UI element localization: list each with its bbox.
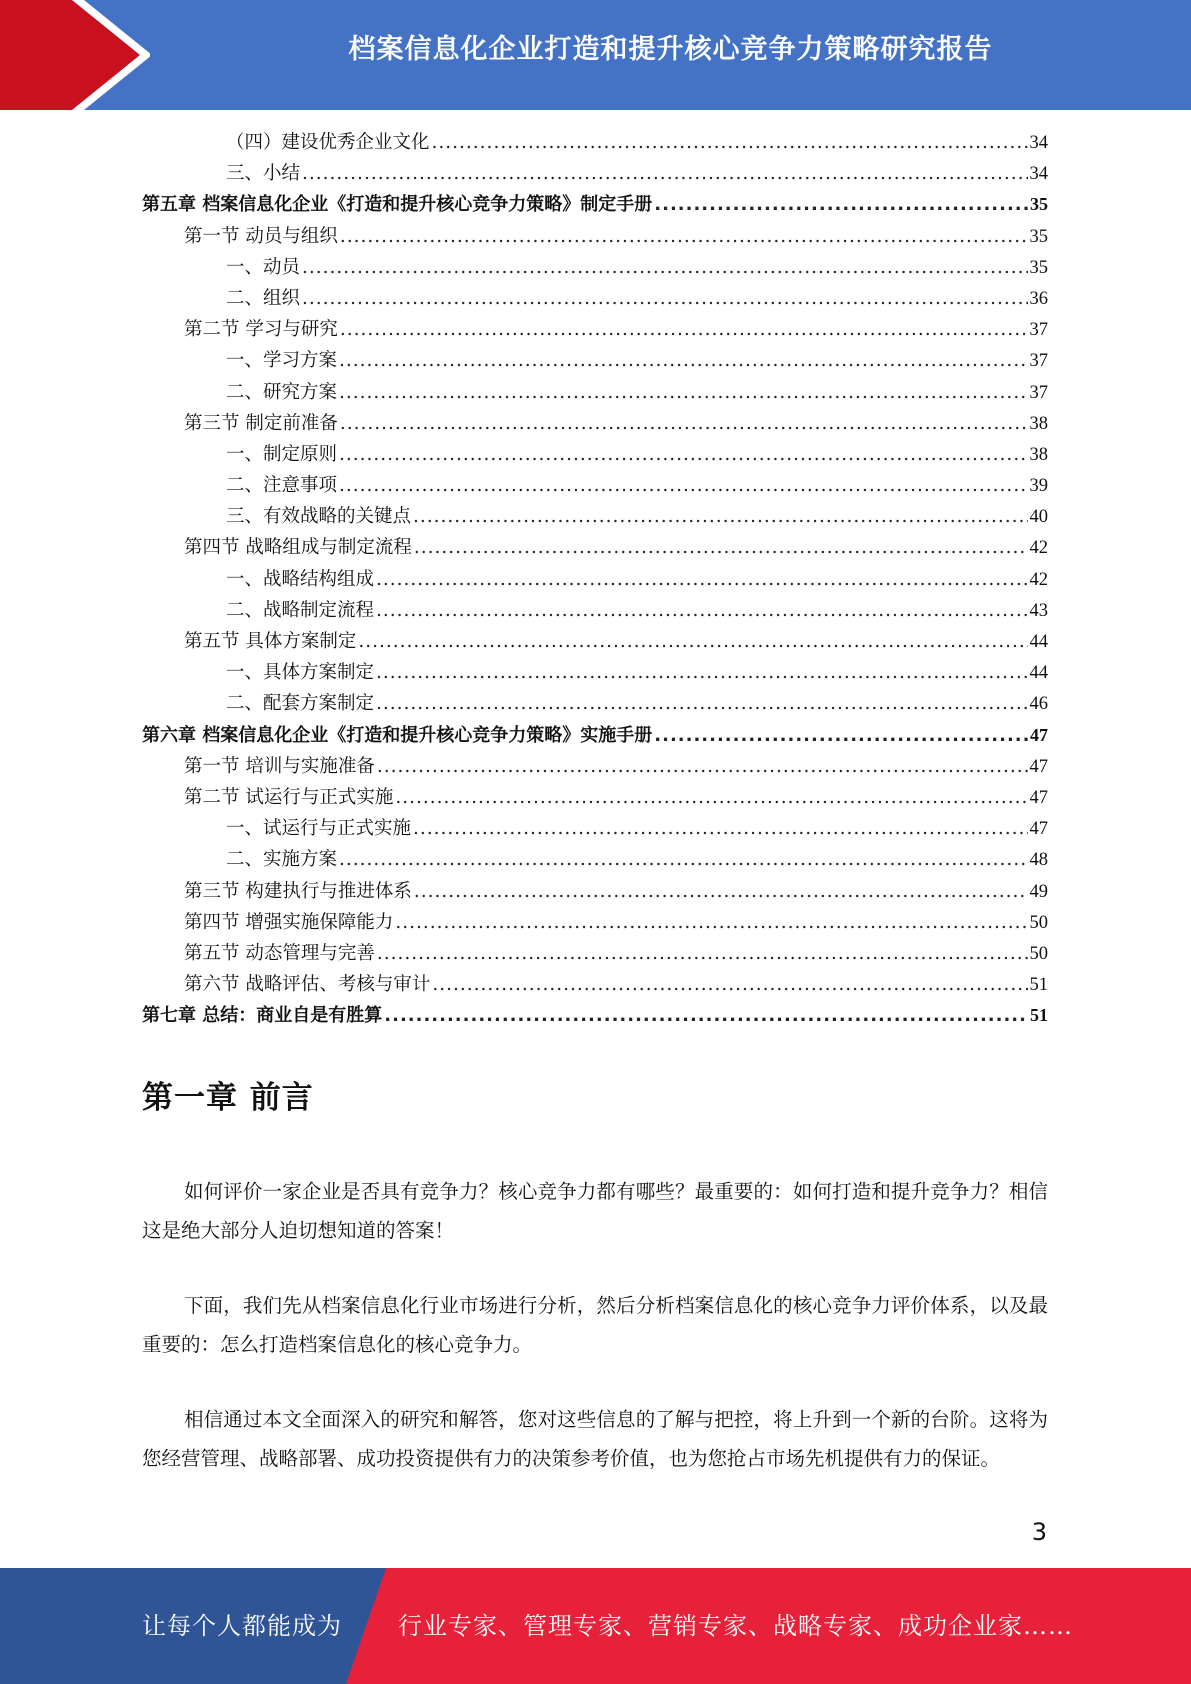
toc-entry[interactable] bbox=[142, 939, 1048, 970]
toc-entry-page: 37 bbox=[1029, 320, 1048, 341]
toc-entry[interactable] bbox=[142, 284, 1048, 315]
toc-entry-page: 42 bbox=[1029, 569, 1048, 590]
toc-dot-leader bbox=[376, 693, 1027, 714]
toc-dot-leader bbox=[414, 881, 1028, 902]
toc-entry-page: 49 bbox=[1029, 881, 1048, 902]
toc-entry-label: 二、注意事项 bbox=[226, 475, 338, 497]
toc-entry-label: 第二节 学习与研究 bbox=[184, 319, 338, 341]
toc-dot-leader bbox=[340, 226, 1028, 247]
footer-banner bbox=[0, 1568, 1191, 1684]
toc-entry[interactable] bbox=[142, 877, 1048, 908]
toc-entry-label: 第五章 档案信息化企业《打造和提升核心竞争力策略》制定手册 bbox=[142, 194, 653, 216]
footer-slogan-right: 行业专家、管理专家、营销专家、战略专家、成功企业家…… bbox=[398, 1612, 1073, 1640]
toc-entry-label: 第三节 制定前准备 bbox=[184, 412, 338, 434]
toc-entry-label: 第四节 增强实施保障能力 bbox=[184, 911, 394, 933]
toc-entry[interactable] bbox=[142, 845, 1048, 876]
header-banner bbox=[0, 0, 1191, 110]
toc-dot-leader bbox=[339, 350, 1027, 371]
toc-dot-leader bbox=[432, 132, 1028, 153]
toc-entry-page: 44 bbox=[1029, 632, 1048, 652]
body-paragraph: 如何评价一家企业是否具有竞争力？核心竞争力都有哪些？最重要的：如何打造和提升竞争力？相信这是绝大部分人迫切想知道的答案！ bbox=[142, 1180, 1048, 1242]
toc-dot-leader bbox=[302, 288, 1027, 309]
toc-entry-page: 47 bbox=[1029, 787, 1048, 808]
toc-entry-page: 37 bbox=[1029, 351, 1048, 372]
toc-entry-page: 51 bbox=[1029, 975, 1048, 996]
toc-entry-label: 一、动员 bbox=[226, 256, 301, 278]
toc-entry-label: 二、组织 bbox=[226, 287, 301, 309]
toc-entry[interactable] bbox=[142, 533, 1048, 564]
toc-dot-leader bbox=[358, 631, 1027, 652]
toc-entry-page: 48 bbox=[1029, 850, 1048, 871]
toc-dot-leader bbox=[377, 756, 1028, 777]
toc-entry-page: 47 bbox=[1029, 819, 1048, 840]
toc-entry-label: 第四节 战略组成与制定流程 bbox=[184, 537, 412, 559]
toc-entry-page: 36 bbox=[1029, 288, 1048, 309]
toc-entry-label: 第三节 构建执行与推进体系 bbox=[184, 880, 412, 902]
toc-dot-leader bbox=[377, 943, 1028, 964]
toc-dot-leader bbox=[339, 444, 1027, 465]
toc-entry[interactable] bbox=[142, 970, 1048, 1001]
toc-entry[interactable] bbox=[142, 378, 1048, 409]
toc-entry-page: 42 bbox=[1029, 538, 1048, 559]
toc-entry-page: 50 bbox=[1029, 943, 1048, 964]
toc-entry-page: 40 bbox=[1029, 507, 1048, 528]
footer-slogan-left: 让每个人都能成为 bbox=[142, 1612, 342, 1640]
toc-entry-label: 一、学习方案 bbox=[226, 350, 338, 372]
toc-entry[interactable] bbox=[142, 783, 1048, 814]
toc-entry-page: 35 bbox=[1030, 194, 1048, 215]
toc-dot-leader bbox=[414, 537, 1028, 558]
toc-entry[interactable] bbox=[142, 627, 1048, 658]
toc-entry[interactable] bbox=[142, 346, 1048, 377]
toc-dot-leader bbox=[339, 382, 1027, 403]
toc-entry[interactable] bbox=[142, 689, 1048, 720]
toc-entry-page: 44 bbox=[1029, 663, 1048, 684]
toc-entry-label: （四）建设优秀企业文化 bbox=[226, 132, 430, 153]
body-paragraph: 下面，我们先从档案信息化行业市场进行分析，然后分析档案信息化的核心竞争力评价体系，以及最重要的：怎么打造档案信息化的核心竞争力。 bbox=[142, 1294, 1048, 1356]
toc-entry[interactable] bbox=[142, 440, 1048, 471]
toc-entry[interactable] bbox=[142, 471, 1048, 502]
toc-entry-page: 38 bbox=[1029, 444, 1048, 465]
toc-entry-page: 47 bbox=[1030, 724, 1048, 745]
toc-dot-leader bbox=[432, 974, 1027, 995]
toc-dot-leader bbox=[654, 194, 1028, 215]
chapter-heading: 第一章 前言 bbox=[142, 1080, 314, 1116]
toc-entry-page: 43 bbox=[1029, 600, 1048, 621]
toc-dot-leader bbox=[302, 163, 1027, 184]
toc-entry-label: 二、实施方案 bbox=[226, 849, 338, 871]
toc-dot-leader bbox=[376, 662, 1027, 683]
toc-entry-label: 一、试运行与正式实施 bbox=[226, 818, 412, 840]
toc-entry[interactable] bbox=[142, 908, 1048, 939]
toc-dot-leader bbox=[339, 849, 1027, 870]
toc-entry[interactable] bbox=[142, 409, 1048, 440]
toc-dot-leader bbox=[395, 912, 1027, 933]
body-paragraph: 相信通过本文全面深入的研究和解答，您对这些信息的了解与把控，将上升到一个新的台阶。这将为您经营管理、战略部署、成功投资提供有力的决策参考价值，也为您抢占市场先机提供有力的保证。 bbox=[142, 1408, 1048, 1470]
toc-entry[interactable] bbox=[142, 222, 1048, 253]
toc-dot-leader bbox=[413, 506, 1027, 527]
toc-entry-label: 一、具体方案制定 bbox=[226, 662, 375, 684]
toc-entry-label: 二、研究方案 bbox=[226, 381, 338, 403]
toc-entry-page: 38 bbox=[1029, 413, 1048, 434]
toc-dot-leader bbox=[413, 818, 1027, 839]
report-title: 档案信息化企业打造和提升核心竞争力策略研究报告 bbox=[348, 34, 993, 65]
toc-dot-leader bbox=[339, 475, 1027, 496]
toc-entry-page: 51 bbox=[1030, 1005, 1048, 1026]
toc-entry-label: 二、配套方案制定 bbox=[226, 693, 375, 715]
toc-entry[interactable] bbox=[142, 159, 1048, 190]
toc-entry-label: 第二节 试运行与正式实施 bbox=[184, 786, 394, 808]
table-of-contents bbox=[142, 128, 1048, 1032]
toc-entry[interactable] bbox=[142, 565, 1048, 596]
toc-dot-leader bbox=[395, 787, 1027, 808]
toc-entry[interactable] bbox=[142, 658, 1048, 689]
page-number: 3 bbox=[1031, 1518, 1047, 1546]
toc-entry-page: 46 bbox=[1029, 694, 1048, 715]
toc-entry-page: 47 bbox=[1029, 756, 1048, 777]
toc-entry-page: 35 bbox=[1029, 257, 1048, 278]
toc-entry-page: 50 bbox=[1029, 912, 1048, 933]
toc-entry[interactable] bbox=[142, 128, 1048, 159]
toc-entry-label: 三、有效战略的关键点 bbox=[226, 506, 412, 528]
toc-entry-label: 第七章 总结：商业自是有胜算 bbox=[142, 1005, 383, 1027]
toc-dot-leader bbox=[340, 319, 1028, 340]
toc-entry-label: 二、战略制定流程 bbox=[226, 599, 375, 621]
toc-dot-leader bbox=[302, 257, 1027, 278]
toc-dot-leader bbox=[654, 725, 1028, 746]
toc-entry-label: 一、战略结构组成 bbox=[226, 568, 375, 590]
toc-entry-label: 第五节 动态管理与完善 bbox=[184, 942, 375, 964]
toc-entry-page: 37 bbox=[1029, 382, 1048, 403]
toc-entry[interactable] bbox=[142, 190, 1048, 221]
toc-entry-label: 第五节 具体方案制定 bbox=[184, 631, 357, 652]
red-chevron-decoration bbox=[0, 0, 150, 110]
toc-dot-leader bbox=[340, 413, 1028, 434]
toc-entry[interactable] bbox=[142, 752, 1048, 783]
toc-dot-leader bbox=[376, 600, 1027, 621]
toc-entry[interactable] bbox=[142, 721, 1048, 752]
toc-entry[interactable] bbox=[142, 502, 1048, 533]
toc-entry-label: 第一节 培训与实施准备 bbox=[184, 755, 375, 777]
toc-entry[interactable] bbox=[142, 315, 1048, 346]
toc-dot-leader bbox=[384, 1005, 1028, 1026]
toc-entry-label: 第一节 动员与组织 bbox=[184, 225, 338, 247]
toc-dot-leader bbox=[376, 569, 1027, 590]
toc-entry[interactable] bbox=[142, 814, 1048, 845]
toc-entry-label: 三、小结 bbox=[226, 163, 301, 185]
toc-entry-page: 34 bbox=[1029, 164, 1048, 185]
toc-entry-page: 35 bbox=[1029, 226, 1048, 247]
toc-entry-label: 第六节 战略评估、考核与审计 bbox=[184, 974, 431, 996]
toc-entry-page: 39 bbox=[1029, 476, 1048, 497]
toc-entry[interactable] bbox=[142, 596, 1048, 627]
toc-entry[interactable] bbox=[142, 253, 1048, 284]
toc-entry-page: 34 bbox=[1029, 133, 1048, 153]
toc-entry-label: 第六章 档案信息化企业《打造和提升核心竞争力策略》实施手册 bbox=[142, 724, 653, 746]
toc-entry-label: 一、制定原则 bbox=[226, 443, 338, 465]
toc-entry[interactable] bbox=[142, 1001, 1048, 1032]
